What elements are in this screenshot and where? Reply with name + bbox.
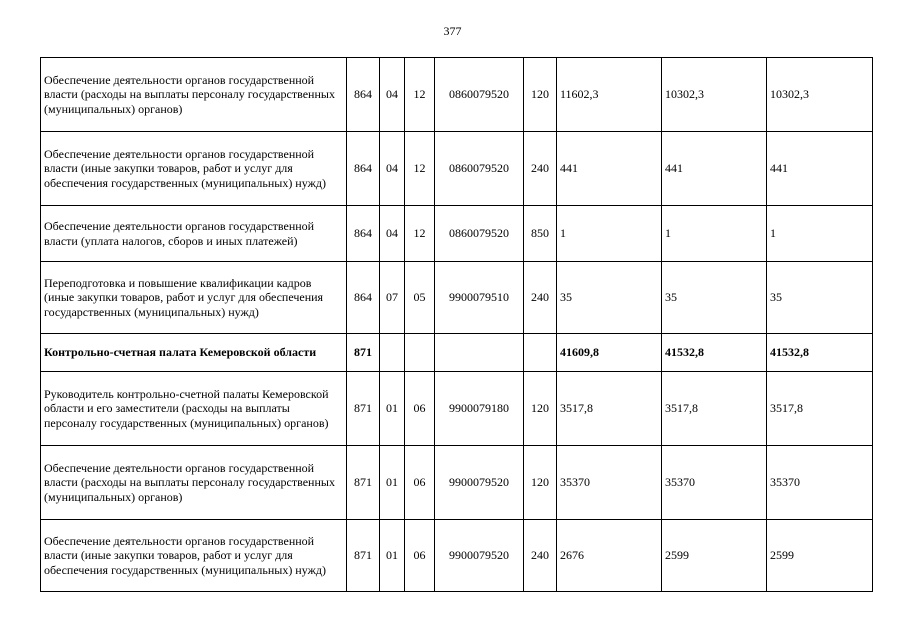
expense-type-cell: 850 — [524, 206, 557, 262]
expense-type-cell: 240 — [524, 520, 557, 592]
amount-year1-cell: 1 — [557, 206, 662, 262]
amount-year1-cell: 35 — [557, 262, 662, 334]
table-row — [41, 446, 873, 520]
expense-type-cell: 240 — [524, 262, 557, 334]
table-row — [41, 58, 873, 132]
amount-year1-cell: 3517,8 — [557, 372, 662, 446]
amount-year2-cell: 441 — [662, 132, 767, 206]
expense-name-cell: Обеспечение деятельности органов государственной власти (иные закупки товаров, работ и услуг для обеспечения государственных (муниципальных) нужд) — [41, 520, 347, 592]
target-article-cell: 9900079520 — [435, 520, 524, 592]
section-code-cell: 07 — [380, 262, 405, 334]
department-code-cell: 864 — [347, 206, 380, 262]
department-code-cell: 864 — [347, 262, 380, 334]
amount-year3-cell: 441 — [767, 132, 873, 206]
expense-type-cell: 120 — [524, 58, 557, 132]
amount-year3-cell: 2599 — [767, 520, 873, 592]
expense-type-cell: 120 — [524, 372, 557, 446]
target-article-cell: 9900079180 — [435, 372, 524, 446]
target-article-cell: 9900079510 — [435, 262, 524, 334]
section-code-cell: 01 — [380, 520, 405, 592]
amount-year3-cell: 41532,8 — [767, 334, 873, 372]
organization-name-cell: Контрольно-счетная палата Кемеровской области — [41, 334, 347, 372]
expense-name-cell: Обеспечение деятельности органов государственной власти (расходы на выплаты персоналу государственных (муниципальных) органов) — [41, 446, 347, 520]
amount-year1-cell: 2676 — [557, 520, 662, 592]
amount-year1-cell: 35370 — [557, 446, 662, 520]
expense-type-cell: 120 — [524, 446, 557, 520]
expense-name-cell: Обеспечение деятельности органов государственной власти (уплата налогов, сборов и иных платежей) — [41, 206, 347, 262]
expense-type-cell: 240 — [524, 132, 557, 206]
table-row-total — [41, 334, 873, 372]
target-article-cell: 0860079520 — [435, 58, 524, 132]
amount-year3-cell: 3517,8 — [767, 372, 873, 446]
table-row — [41, 520, 873, 592]
target-article-cell: 9900079520 — [435, 446, 524, 520]
department-code-cell: 871 — [347, 372, 380, 446]
section-code-cell: 01 — [380, 372, 405, 446]
table-row — [41, 132, 873, 206]
amount-year3-cell: 35370 — [767, 446, 873, 520]
amount-year2-cell: 3517,8 — [662, 372, 767, 446]
subsection-code-cell: 06 — [405, 372, 435, 446]
expense-name-cell: Обеспечение деятельности органов государственной власти (иные закупки товаров, работ и услуг для обеспечения государственных (муниципальных) нужд) — [41, 132, 347, 206]
amount-year2-cell: 2599 — [662, 520, 767, 592]
target-article-cell: 0860079520 — [435, 206, 524, 262]
amount-year1-cell: 441 — [557, 132, 662, 206]
amount-year2-cell: 35 — [662, 262, 767, 334]
amount-year3-cell: 1 — [767, 206, 873, 262]
expense-name-cell: Обеспечение деятельности органов государственной власти (расходы на выплаты персоналу государственных (муниципальных) органов) — [41, 58, 347, 132]
target-article-cell: 0860079520 — [435, 132, 524, 206]
table-row — [41, 372, 873, 446]
subsection-code-cell: 12 — [405, 206, 435, 262]
amount-year3-cell: 10302,3 — [767, 58, 873, 132]
subsection-code-cell: 06 — [405, 520, 435, 592]
table-row — [41, 262, 873, 334]
department-code-cell: 871 — [347, 334, 380, 372]
target-article-cell — [435, 334, 524, 372]
section-code-cell — [380, 334, 405, 372]
amount-year1-cell: 41609,8 — [557, 334, 662, 372]
subsection-code-cell: 06 — [405, 446, 435, 520]
subsection-code-cell: 05 — [405, 262, 435, 334]
section-code-cell: 04 — [380, 206, 405, 262]
department-code-cell: 864 — [347, 132, 380, 206]
subsection-code-cell: 12 — [405, 132, 435, 206]
table-row — [41, 206, 873, 262]
expense-name-cell: Переподготовка и повышение квалификации кадров (иные закупки товаров, работ и услуг для обеспечения государственных (муниципальных) нужд) — [41, 262, 347, 334]
section-code-cell: 04 — [380, 132, 405, 206]
amount-year1-cell: 11602,3 — [557, 58, 662, 132]
subsection-code-cell: 12 — [405, 58, 435, 132]
section-code-cell: 01 — [380, 446, 405, 520]
department-code-cell: 871 — [347, 520, 380, 592]
amount-year2-cell: 41532,8 — [662, 334, 767, 372]
amount-year2-cell: 1 — [662, 206, 767, 262]
page-number: 377 — [443, 24, 462, 38]
expense-type-cell — [524, 334, 557, 372]
amount-year2-cell: 35370 — [662, 446, 767, 520]
amount-year2-cell: 10302,3 — [662, 58, 767, 132]
budget-table — [40, 57, 873, 592]
subsection-code-cell — [405, 334, 435, 372]
amount-year3-cell: 35 — [767, 262, 873, 334]
department-code-cell: 871 — [347, 446, 380, 520]
expense-name-cell: Руководитель контрольно-счетной палаты Кемеровской области и его заместители (расходы на выплаты персоналу государственных (муниципальных) органов) — [41, 372, 347, 446]
department-code-cell: 864 — [347, 58, 380, 132]
section-code-cell: 04 — [380, 58, 405, 132]
